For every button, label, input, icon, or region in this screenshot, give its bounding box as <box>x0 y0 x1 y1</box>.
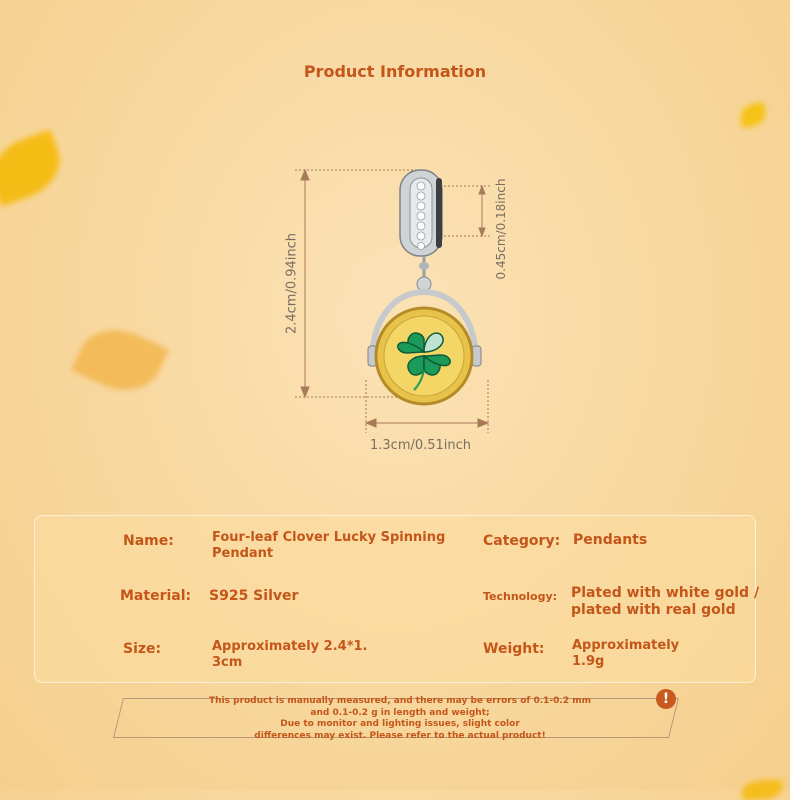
warning-icon: ! <box>656 689 676 709</box>
weight-value-line1: Approximately <box>572 638 680 653</box>
disclaimer-line: This product is manually measured, and there may be errors of 0.1-0.2 mm <box>209 696 591 706</box>
disclaimer-line: and 0.1-0.2 g in length and weight; <box>310 707 490 718</box>
material-value: S925 Silver <box>209 588 299 604</box>
name-value-line2: Pendant <box>212 546 274 561</box>
disclaimer-line: differences may exist. Please refer to the actual product! <box>254 730 546 741</box>
charm-bail-icon <box>400 170 442 256</box>
name-value-line1: Four-leaf Clover Lucky Spinning <box>212 530 446 545</box>
disclaimer-line: Due to monitor and lighting issues, slight color <box>280 719 520 729</box>
technology-label: Technology: <box>483 590 558 603</box>
width-dimension-label: 1.3cm/0.51inch <box>370 438 472 453</box>
weight-label: Weight: <box>483 641 545 657</box>
weight-value-line2: 1.9g <box>572 654 605 669</box>
size-label: Size: <box>123 641 162 657</box>
disclaimer-text <box>190 696 610 742</box>
leaf-decoration <box>742 780 782 800</box>
name-label: Name: <box>123 533 174 549</box>
loop-dimension-label: 0.45cm/0.18inch <box>494 178 508 280</box>
page-title: Product Information <box>303 62 487 81</box>
category-label: Category: <box>483 533 561 549</box>
material-label: Material: <box>120 588 192 604</box>
loop-dimension-line <box>440 186 490 236</box>
technology-value-line2: plated with real gold <box>571 602 736 618</box>
size-value-line1: Approximately 2.4*1. <box>212 639 368 654</box>
technology-value-line1: Plated with white gold / <box>571 585 760 601</box>
height-dimension-label: 2.4cm/0.94inch <box>284 232 300 335</box>
size-value-line2: 3cm <box>212 655 243 670</box>
category-value: Pendants <box>573 532 648 548</box>
